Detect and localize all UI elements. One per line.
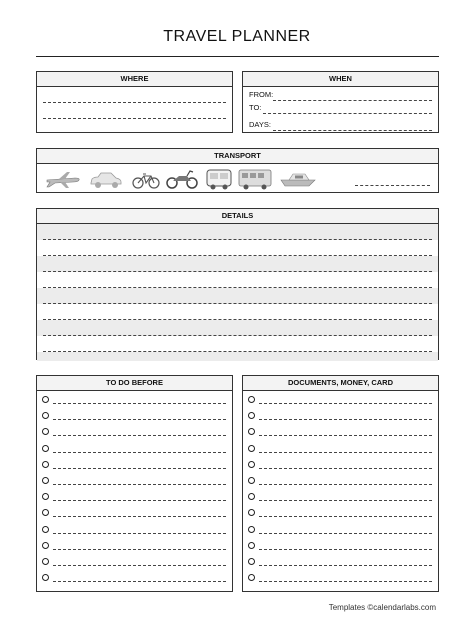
- details-line[interactable]: [37, 336, 438, 352]
- checklist-row[interactable]: [37, 569, 232, 585]
- checkbox-circle-icon[interactable]: [42, 445, 49, 452]
- checkbox-circle-icon[interactable]: [42, 412, 49, 419]
- car-icon[interactable]: [89, 171, 123, 189]
- documents-box: [242, 375, 439, 592]
- checklist-row[interactable]: [243, 504, 438, 520]
- checkbox-circle-icon[interactable]: [248, 542, 255, 549]
- checkbox-circle-icon[interactable]: [248, 477, 255, 484]
- checkbox-circle-icon[interactable]: [42, 477, 49, 484]
- checklist-row[interactable]: [37, 423, 232, 439]
- checklist-line[interactable]: [259, 435, 432, 436]
- checkbox-circle-icon[interactable]: [248, 526, 255, 533]
- checklist-row[interactable]: [243, 537, 438, 553]
- checklist-line[interactable]: [259, 403, 432, 404]
- checklist-line[interactable]: [259, 516, 432, 517]
- todo-box: [36, 375, 233, 592]
- details-line[interactable]: [37, 240, 438, 256]
- checklist-line[interactable]: [259, 484, 432, 485]
- checkbox-circle-icon[interactable]: [42, 574, 49, 581]
- checklist-line[interactable]: [259, 581, 432, 582]
- footer-credit: Templates ©calendarlabs.com: [328, 603, 436, 612]
- checklist-line[interactable]: [259, 468, 432, 469]
- checklist-row[interactable]: [243, 553, 438, 569]
- checkbox-circle-icon[interactable]: [248, 412, 255, 419]
- checkbox-circle-icon[interactable]: [42, 509, 49, 516]
- todo-list: [37, 391, 232, 591]
- checklist-line[interactable]: [53, 468, 226, 469]
- checkbox-circle-icon[interactable]: [248, 493, 255, 500]
- from-line[interactable]: [273, 100, 432, 101]
- checklist-row[interactable]: [243, 521, 438, 537]
- checklist-row[interactable]: [37, 504, 232, 520]
- checkbox-circle-icon[interactable]: [42, 493, 49, 500]
- checkbox-circle-icon[interactable]: [248, 509, 255, 516]
- checklist-row[interactable]: [37, 391, 232, 407]
- checklist-line[interactable]: [259, 565, 432, 566]
- bus-icon[interactable]: [237, 167, 273, 191]
- checklist-row[interactable]: [37, 456, 232, 472]
- where-box: [36, 71, 233, 133]
- transport-header: TRANSPORT: [37, 149, 438, 164]
- checklist-line[interactable]: [259, 533, 432, 534]
- details-line[interactable]: [37, 272, 438, 288]
- checklist-row[interactable]: [37, 440, 232, 456]
- details-line[interactable]: [37, 320, 438, 336]
- details-lines: [37, 224, 438, 359]
- title-divider: [36, 56, 439, 57]
- motorcycle-icon[interactable]: [165, 168, 199, 190]
- from-label: FROM:: [249, 90, 274, 99]
- checklist-row[interactable]: [243, 456, 438, 472]
- transport-box: [36, 148, 439, 193]
- checklist-line[interactable]: [53, 484, 226, 485]
- checklist-row[interactable]: [37, 553, 232, 569]
- days-label: DAYS:: [249, 120, 271, 129]
- details-line[interactable]: [37, 256, 438, 272]
- details-line[interactable]: [37, 304, 438, 320]
- checklist-row[interactable]: [37, 407, 232, 423]
- checkbox-circle-icon[interactable]: [248, 445, 255, 452]
- checklist-row[interactable]: [37, 488, 232, 504]
- where-line[interactable]: [43, 102, 226, 103]
- checklist-line[interactable]: [259, 419, 432, 420]
- documents-list: [243, 391, 438, 591]
- checklist-row[interactable]: [243, 569, 438, 585]
- to-label: TO:: [249, 103, 262, 112]
- van-icon[interactable]: [205, 167, 233, 191]
- checklist-line[interactable]: [259, 500, 432, 501]
- checkbox-circle-icon[interactable]: [248, 428, 255, 435]
- checklist-row[interactable]: [37, 537, 232, 553]
- days-line[interactable]: [273, 130, 432, 131]
- checklist-line[interactable]: [259, 549, 432, 550]
- page-title: TRAVEL PLANNER: [163, 28, 311, 45]
- checklist-line[interactable]: [53, 565, 226, 566]
- checklist-row[interactable]: [243, 472, 438, 488]
- checkbox-circle-icon[interactable]: [42, 428, 49, 435]
- when-header: WHEN: [243, 72, 438, 87]
- checkbox-circle-icon[interactable]: [248, 396, 255, 403]
- boat-icon[interactable]: [279, 169, 317, 189]
- checkbox-circle-icon[interactable]: [248, 574, 255, 581]
- checklist-line[interactable]: [53, 533, 226, 534]
- checklist-row[interactable]: [37, 521, 232, 537]
- checkbox-circle-icon[interactable]: [42, 542, 49, 549]
- checkbox-circle-icon[interactable]: [42, 396, 49, 403]
- checklist-line[interactable]: [53, 516, 226, 517]
- to-line[interactable]: [263, 113, 432, 114]
- checkbox-circle-icon[interactable]: [42, 558, 49, 565]
- details-box: [36, 208, 439, 360]
- where-header: WHERE: [37, 72, 232, 87]
- checklist-line[interactable]: [53, 403, 226, 404]
- checklist-line[interactable]: [53, 549, 226, 550]
- checklist-line[interactable]: [53, 500, 226, 501]
- transport-icons: [45, 167, 335, 191]
- checklist-row[interactable]: [243, 391, 438, 407]
- checkbox-circle-icon[interactable]: [248, 461, 255, 468]
- details-line[interactable]: [37, 224, 438, 240]
- documents-header: DOCUMENTS, MONEY, CARD: [243, 376, 438, 391]
- bicycle-icon[interactable]: [131, 171, 161, 189]
- todo-header: TO DO BEFORE: [37, 376, 232, 391]
- checklist-row[interactable]: [243, 440, 438, 456]
- details-line[interactable]: [37, 288, 438, 304]
- when-box: [242, 71, 439, 133]
- checklist-row[interactable]: [243, 423, 438, 439]
- checklist-row[interactable]: [243, 488, 438, 504]
- checklist-line[interactable]: [259, 452, 432, 453]
- where-line[interactable]: [43, 118, 226, 119]
- checklist-row[interactable]: [243, 407, 438, 423]
- checkbox-circle-icon[interactable]: [42, 461, 49, 468]
- checkbox-circle-icon[interactable]: [248, 558, 255, 565]
- checklist-line[interactable]: [53, 452, 226, 453]
- transport-other-line[interactable]: [355, 185, 430, 186]
- checkbox-circle-icon[interactable]: [42, 526, 49, 533]
- details-line[interactable]: [37, 352, 438, 361]
- details-header: DETAILS: [37, 209, 438, 224]
- checklist-row[interactable]: [37, 472, 232, 488]
- airplane-icon[interactable]: [45, 169, 81, 189]
- checklist-line[interactable]: [53, 435, 226, 436]
- checklist-line[interactable]: [53, 419, 226, 420]
- checklist-line[interactable]: [53, 581, 226, 582]
